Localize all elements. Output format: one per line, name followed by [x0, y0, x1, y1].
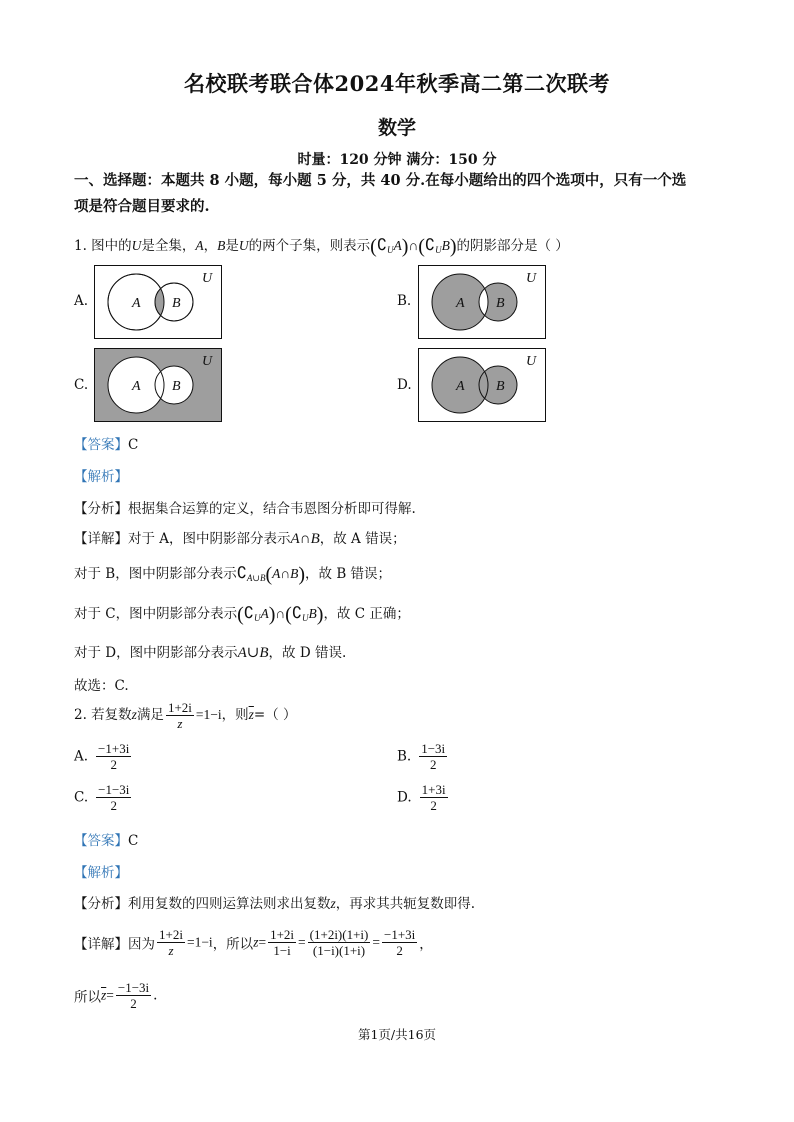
page-title: 名校联考联合体2024年秋季高二第二次联考 — [184, 71, 610, 96]
q1-option-b-label[interactable]: B. — [397, 293, 412, 309]
question-1-stem: 1. 图中的U是全集，A，B是U的两个子集，则表示$(∁_UA)\cap(∁_UB)$的阴影部分是（ ） — [74, 235, 569, 258]
venn-b-set-a-label: A — [456, 296, 465, 311]
q2-analysis-tag: 【解析】 — [74, 865, 128, 881]
venn-d-set-a-label: A — [456, 379, 465, 394]
venn-a-set-b-label: B — [172, 296, 181, 311]
page-number: 第1页/共16页 — [357, 1027, 437, 1042]
q2-final: 所以$\overline{z}=$ $\frac{-1-3i}{2}$ . — [74, 980, 158, 1011]
venn-c-universe-label: U — [202, 354, 213, 369]
venn-diagram-option-a[interactable] — [94, 265, 222, 339]
question-2-stem: 2. 若复数z满足 $\frac{1+2i}{z}$ =1−i，则$\overline{z}=$（ ） — [74, 700, 297, 731]
q2-detail: 【详解】因为 $\frac{1+2i}{z}$ =1−i，所以z= $\frac{1+2i}{1-i}$ = $\frac{(1+2i)(1+i)}{(1-i)(1+i)}$ = $\frac{-1+3i}{2}$ ， — [74, 927, 433, 958]
q1-option-a-label[interactable]: A. — [74, 293, 89, 309]
venn-diagram-option-d[interactable] — [418, 348, 546, 422]
q1-detail-c: 对于 C，图中阴影部分表示$(∁_UA)\cap(∁_UB)$，故 C 正确； — [74, 603, 410, 626]
q2-option-c[interactable]: C. $\frac{-1-3i}{2}$ — [74, 782, 130, 813]
q1-fenxi: 【分析】根据集合运算的定义，结合韦恩图分析即可得解. — [74, 501, 416, 517]
q1-option-c-label[interactable]: C. — [74, 377, 89, 393]
q1-detail-b: 对于 B，图中阴影部分表示$∁_{A\cup B}(A\cap B)$，故 B 错误； — [74, 563, 392, 586]
q1-detail-d: 对于 D，图中阴影部分表示A∪B，故 D 错误. — [74, 645, 347, 661]
venn-b-universe-label: U — [526, 271, 537, 286]
q1-conclusion: 故选：C. — [74, 678, 129, 694]
venn-d-set-b-label: B — [496, 379, 505, 394]
q2-option-d[interactable]: D. $\frac{1+3i}{2}$ — [397, 782, 446, 813]
q2-option-b[interactable]: B. $\frac{1-3i}{2}$ — [397, 741, 446, 772]
venn-a-universe-label: U — [202, 271, 213, 286]
venn-diagram-option-c[interactable] — [94, 348, 222, 422]
venn-diagram-option-b[interactable] — [418, 265, 546, 339]
venn-a-set-a-label: A — [132, 296, 141, 311]
q2-fenxi: 【分析】利用复数的四则运算法则求出复数z，再求其共轭复数即得. — [74, 896, 476, 912]
venn-c-set-b-label: B — [172, 379, 181, 394]
q1-option-d-label[interactable]: D. — [397, 377, 412, 393]
section-heading-line1: 一、选择题：本题共 8 小题，每小题 5 分，共 40 分.在每小题给出的四个选项中，只有一个选 — [74, 172, 687, 189]
venn-b-set-b-label: B — [496, 296, 505, 311]
exam-time-info: 时量：120 分钟 满分：150 分 — [297, 152, 497, 168]
q2-answer: 【答案】C — [74, 833, 139, 849]
q1-set-expression: $(∁_UA)\cap(∁_UB)$ — [370, 235, 457, 258]
q2-option-a[interactable]: A. $\frac{-1+3i}{2}$ — [74, 741, 130, 772]
venn-d-universe-label: U — [526, 354, 537, 369]
q1-analysis-tag: 【解析】 — [74, 469, 128, 485]
q1-answer: 【答案】C — [74, 437, 139, 453]
subject-title: 数学 — [377, 117, 416, 139]
section-heading-line2: 项是符合题目要求的. — [74, 198, 210, 215]
q1-detail-a: 【详解】对于 A，图中阴影部分表示A∩B，故 A 错误； — [74, 531, 406, 547]
venn-c-set-a-label: A — [132, 379, 141, 394]
